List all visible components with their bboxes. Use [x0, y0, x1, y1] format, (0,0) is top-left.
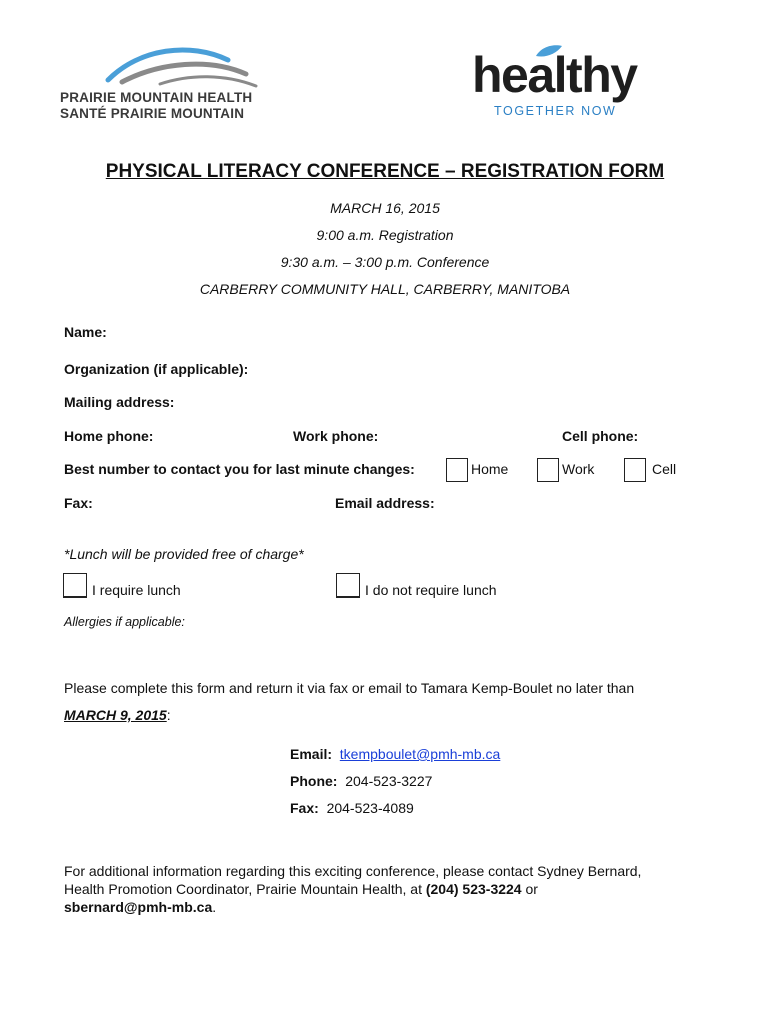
pmh-name-fr: SANTÉ PRAIRIE MOUNTAIN [60, 106, 245, 121]
return-instruction: Please complete this form and return it via fax or email to Tamara Kemp-Boulet no later than [64, 680, 635, 696]
contact-email-row [290, 746, 500, 762]
require-lunch-checkbox[interactable] [63, 573, 87, 598]
deadline-suffix: : [166, 707, 171, 723]
home-option-label: Home [471, 461, 509, 477]
healthy-wordmark: healthy [472, 47, 637, 103]
allergies-label: Allergies if applicable: [64, 615, 185, 629]
healthy-together-now-logo [472, 46, 672, 126]
lunch-note: *Lunch will be provided free of charge* [64, 546, 304, 562]
pmh-name-en: PRAIRIE MOUNTAIN HEALTH [60, 90, 253, 105]
organization-label: Organization (if applicable): [64, 361, 249, 377]
pmh-arc-icon [60, 44, 280, 90]
form-title: PHYSICAL LITERACY CONFERENCE – REGISTRATION FORM [105, 161, 665, 182]
cell-phone-label: Cell phone: [562, 428, 639, 444]
footer-line-1: For additional information regarding this exciting conference, please contact Sydney Bernard, [64, 863, 642, 879]
event-date: MARCH 16, 2015 [330, 200, 440, 216]
fax-label: Fax: [64, 495, 93, 511]
work-phone-label: Work phone: [293, 428, 379, 444]
work-option-label: Work [562, 461, 595, 477]
deadline-date: MARCH 9, 2015 [64, 707, 167, 723]
email-address-label: Email address: [335, 495, 435, 511]
registration-time: 9:00 a.m. Registration [316, 227, 454, 243]
home-phone-label: Home phone: [64, 428, 154, 444]
contact-fax-value: 204-523-4089 [326, 800, 414, 816]
footer-line-2-text: Health Promotion Coordinator, Prairie Mountain Health, at [64, 881, 426, 897]
footer-period: . [212, 899, 217, 915]
require-lunch-label: I require lunch [92, 582, 181, 598]
event-location: CARBERRY COMMUNITY HALL, CARBERRY, MANITOBA [199, 281, 571, 297]
no-lunch-label: I do not require lunch [365, 582, 497, 598]
contact-fax-row [290, 800, 414, 816]
no-lunch-checkbox[interactable] [336, 573, 360, 598]
best-number-label: Best number to contact you for last minute changes: [64, 461, 415, 477]
deadline-line [64, 707, 171, 723]
cell-option-label: Cell [652, 461, 677, 477]
conference-time: 9:30 a.m. – 3:00 p.m. Conference [280, 254, 490, 270]
name-label: Name: [64, 324, 107, 340]
contact-phone-value: 204-523-3227 [345, 773, 433, 789]
footer-or: or [521, 881, 538, 897]
mailing-address-label: Mailing address: [64, 394, 175, 410]
work-checkbox[interactable] [537, 458, 559, 482]
contact-fax-label: Fax: [290, 800, 319, 816]
contact-email-label: Email: [290, 746, 333, 762]
healthy-tagline: TOGETHER NOW [494, 104, 617, 118]
footer-email: sbernard@pmh-mb.ca [64, 899, 213, 915]
contact-email-link[interactable]: tkempboulet@pmh-mb.ca [339, 746, 501, 762]
cell-checkbox[interactable] [624, 458, 646, 482]
prairie-mountain-health-logo [60, 44, 280, 128]
footer-line-2 [64, 881, 538, 897]
contact-phone-row [290, 773, 432, 789]
footer-line-3 [64, 899, 216, 915]
footer-phone: (204) 523-3224 [425, 881, 522, 897]
contact-phone-label: Phone: [290, 773, 338, 789]
home-checkbox[interactable] [446, 458, 468, 482]
